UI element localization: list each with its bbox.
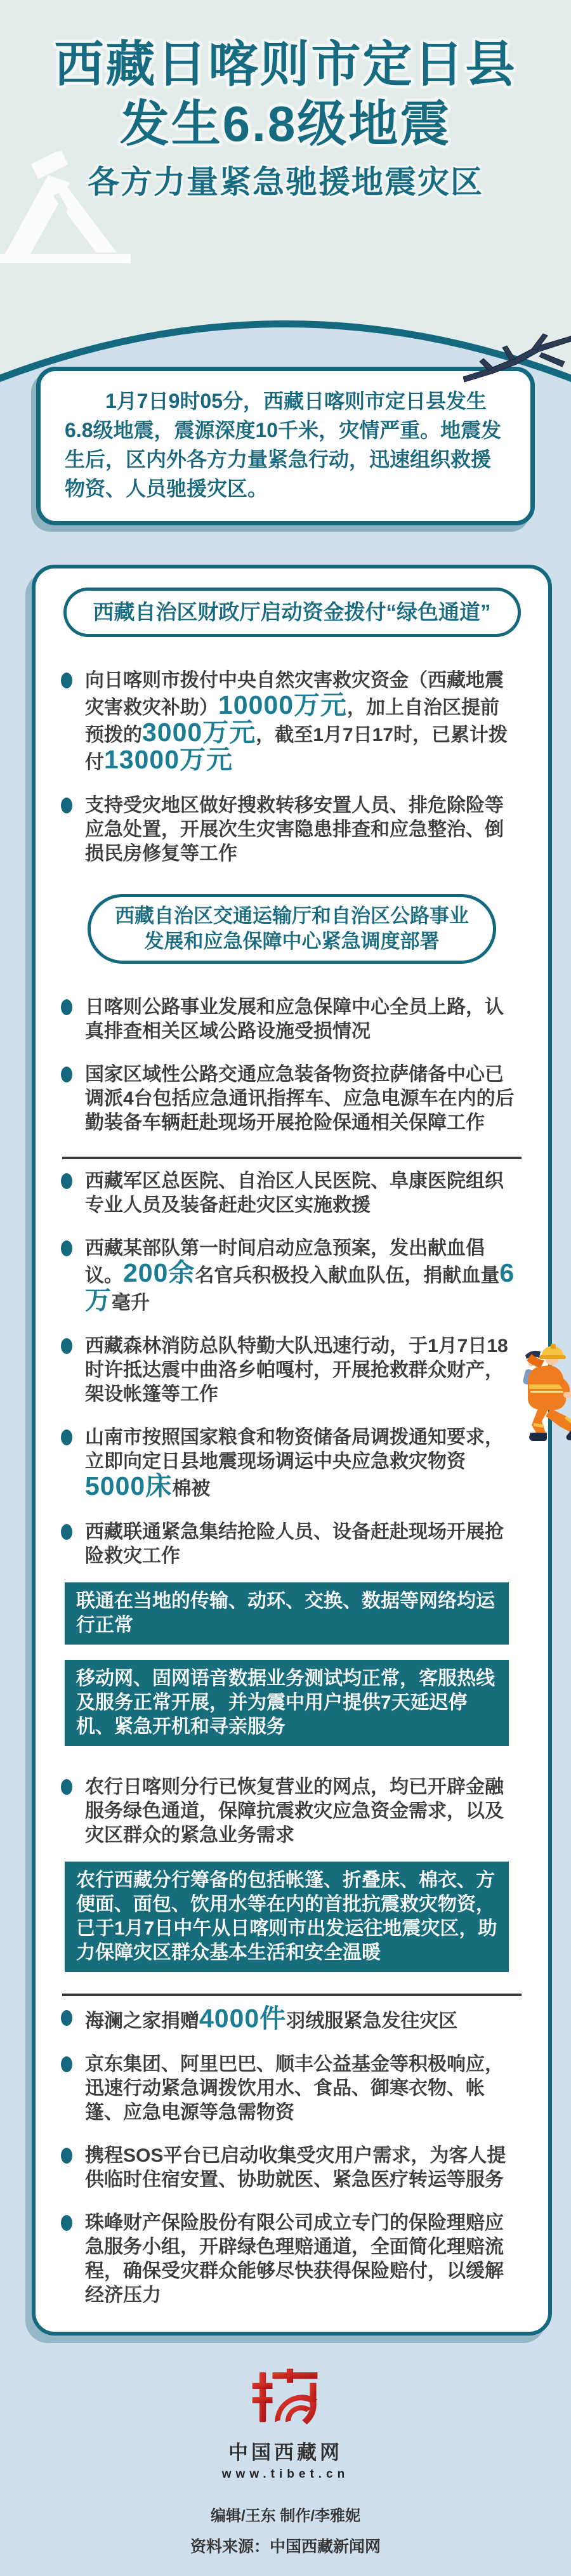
- main-content-panel: [32, 565, 552, 2336]
- bullet-dot: [61, 2010, 72, 2026]
- highlight-number: 3000万元: [142, 718, 256, 747]
- bullet-text: 珠峰财产保险股份有限公司成立专门的保险理赔应急服务小组，开辟绿色理赔通道，全面简化理赔流程，确保受灾群众能够尽快获得保险赔付，以缓解经济压力: [85, 2212, 504, 2306]
- bullet-item: [60, 1334, 518, 1407]
- bullet-item: [60, 794, 518, 866]
- bullet-dot: [61, 1338, 72, 1354]
- section-rescue: [49, 1169, 534, 1972]
- source-line: 资料来源：中国西藏新闻网: [190, 2538, 381, 2556]
- bullet-dot: [61, 1240, 72, 1256]
- site-url: www.tibet.cn: [221, 2468, 350, 2481]
- section-transport-header-line1: 西藏自治区交通运输厅和自治区公路事业: [115, 905, 469, 927]
- bullet-text: 山南市按照国家粮食和物资储备局调拨通知要求，立即向定日县地震现场调运中央应急救灾物资5000床棉被: [85, 1427, 504, 1501]
- bullet-item: [60, 1520, 518, 1568]
- bullet-item: [60, 2144, 518, 2192]
- section-finance-items: [49, 669, 534, 866]
- credits-line: 编辑/王东 制作/李雅妮: [210, 2507, 360, 2525]
- bullet-text: 携程SOS平台已启动收集受灾用户需求，为客人提供临时住宿安置、协助就医、紧急医疗转运等服务: [85, 2145, 506, 2190]
- bullet-dot: [61, 2148, 72, 2164]
- bullet-text: 日喀则公路事业发展和应急保障中心全员上路，认真排查相关区域公路设施受损情况: [85, 997, 504, 1042]
- footer: [0, 2369, 571, 2576]
- bullet-text: 西藏森林消防总队特勤大队迅速行动，于1月7日18时许抵达震中曲洛乡帕嘎村，开展抢救群众财产，架设帐篷等工作: [85, 1336, 508, 1405]
- bullet-dot: [61, 2056, 72, 2072]
- section-transport: [49, 894, 534, 1135]
- bullet-dot: [61, 1779, 72, 1795]
- page-title-line2: 发生6.8级地震: [119, 96, 452, 152]
- bullet-dot: [61, 1524, 72, 1540]
- highlight-number: 6万: [85, 1258, 515, 1315]
- callout-box: [65, 1582, 509, 1645]
- section-finance: [49, 588, 534, 866]
- bullet-dot: [61, 1067, 72, 1082]
- bullet-text: 海澜之家捐赠4000件羽绒服紧急发往灾区: [85, 2004, 458, 2033]
- china-tibet-net-logo: [250, 2369, 321, 2431]
- bullet-item: [60, 2053, 518, 2125]
- highlight-number: 10000万元: [218, 690, 348, 720]
- bullet-text: 向日喀则市拨付中央自然灾害救灾资金（西藏地震灾害救灾补助）10000万元，加上自治区提前预拨的3000万元，截至1月7日17时，已累计拨付13000万元: [85, 670, 508, 774]
- bullet-item: [60, 1775, 518, 1848]
- section-rescue-items: [49, 1169, 534, 1972]
- callout-box: [65, 1660, 509, 1746]
- intro-text: 1月7日9时05分，西藏日喀则市定日县发生6.8级地震，震源深度10千米，灾情严重。地震发生后，区内外各方力量紧急行动，迅速组织救援物资、人员驰援灾区。: [65, 390, 502, 500]
- bullet-item: [60, 1063, 518, 1135]
- bullet-item: [60, 996, 518, 1044]
- intro-summary-box: [36, 367, 535, 525]
- firefighter-rescue-illustration: [513, 1337, 571, 1450]
- section-transport-header: [88, 894, 496, 964]
- highlight-number: 200余: [123, 1258, 195, 1287]
- callout-text: 移动网、固网语音数据业务测试均正常，客服热线及服务正常开展，并为震中用户提供7天延迟停机、紧急开机和寻亲服务: [76, 1668, 495, 1737]
- callout-text: 农行西藏分行筹备的包括帐篷、折叠床、棉衣、方便面、面包、饮用水等在内的首批抗震救灾物资，已于1月7日中午从日喀则市出发运往地震灾区，助力保障灾区群众基本生活和安全温暖: [76, 1870, 497, 1963]
- bullet-item: [60, 2211, 518, 2308]
- highlight-number: 4000件: [199, 2004, 287, 2033]
- bullet-dot: [61, 798, 72, 813]
- bullet-text: 农行日喀则分行已恢复营业的网点，均已开辟金融服务绿色通道，保障抗震救灾应急资金需求，以及灾区群众的紧急业务需求: [85, 1777, 504, 1846]
- section-donations-items: [49, 2006, 534, 2308]
- bullet-dot: [61, 1173, 72, 1189]
- section-divider: [62, 1157, 522, 1159]
- bullet-item: [60, 1426, 518, 1501]
- page-title-line1: 西藏日喀则市定日县: [54, 36, 517, 92]
- section-transport-items: [49, 996, 534, 1135]
- bullet-item: [60, 1169, 518, 1218]
- bullet-text: 支持受灾地区做好搜救转移安置人员、排危除险等应急处置，开展次生灾害隐患排查和应急整治、倒损民房修复等工作: [85, 795, 504, 864]
- bullet-text: 京东集团、阿里巴巴、顺丰公益基金等积极响应，迅速行动紧急调拨饮用水、食品、御寒衣物、帐篷、应急电源等急需物资: [85, 2054, 504, 2123]
- highlight-number: 5000床: [85, 1471, 173, 1501]
- bullet-dot: [61, 1429, 72, 1445]
- bullet-item: [60, 669, 518, 775]
- section-donations: [49, 2006, 534, 2308]
- callout-text: 联通在当地的传输、动环、交换、数据等网络均运行正常: [76, 1591, 495, 1636]
- section-finance-header: 西藏自治区财政厅启动资金拨付“绿色通道”: [63, 588, 521, 637]
- bullet-text: 西藏联通紧急集结抢险人员、设备赶赴现场开展抢险救灾工作: [85, 1521, 504, 1567]
- bullet-dot: [61, 673, 72, 688]
- bullet-item: [60, 2006, 518, 2034]
- section-divider: [62, 1994, 522, 1996]
- section-transport-header-line2: 发展和应急保障中心紧急调度部署: [144, 930, 440, 952]
- bullet-text: 西藏某部队第一时间启动应急预案，发出献血倡议。200余名官兵积极投入献血队伍，捐献血量6万毫升: [85, 1238, 515, 1315]
- page-subtitle: 各方力量紧急驰援地震灾区: [88, 164, 483, 200]
- ground-crack-icon: [463, 332, 571, 394]
- bullet-item: [60, 1237, 518, 1315]
- bullet-dot: [61, 999, 72, 1015]
- bullet-text: 西藏军区总医院、自治区人民医院、阜康医院组织专业人员及装备赶赴灾区实施救援: [85, 1171, 504, 1216]
- highlight-number: 13000万元: [104, 745, 233, 774]
- bullet-text: 国家区域性公路交通应急装备物资拉萨储备中心已调派4台包括应急通讯指挥车、应急电源车在内的后勤装备车辆赶赴现场开展抢险保通相关保障工作: [85, 1064, 515, 1133]
- site-name: 中国西藏网: [228, 2441, 343, 2464]
- bullet-dot: [61, 2215, 72, 2231]
- callout-box: [65, 1862, 509, 1972]
